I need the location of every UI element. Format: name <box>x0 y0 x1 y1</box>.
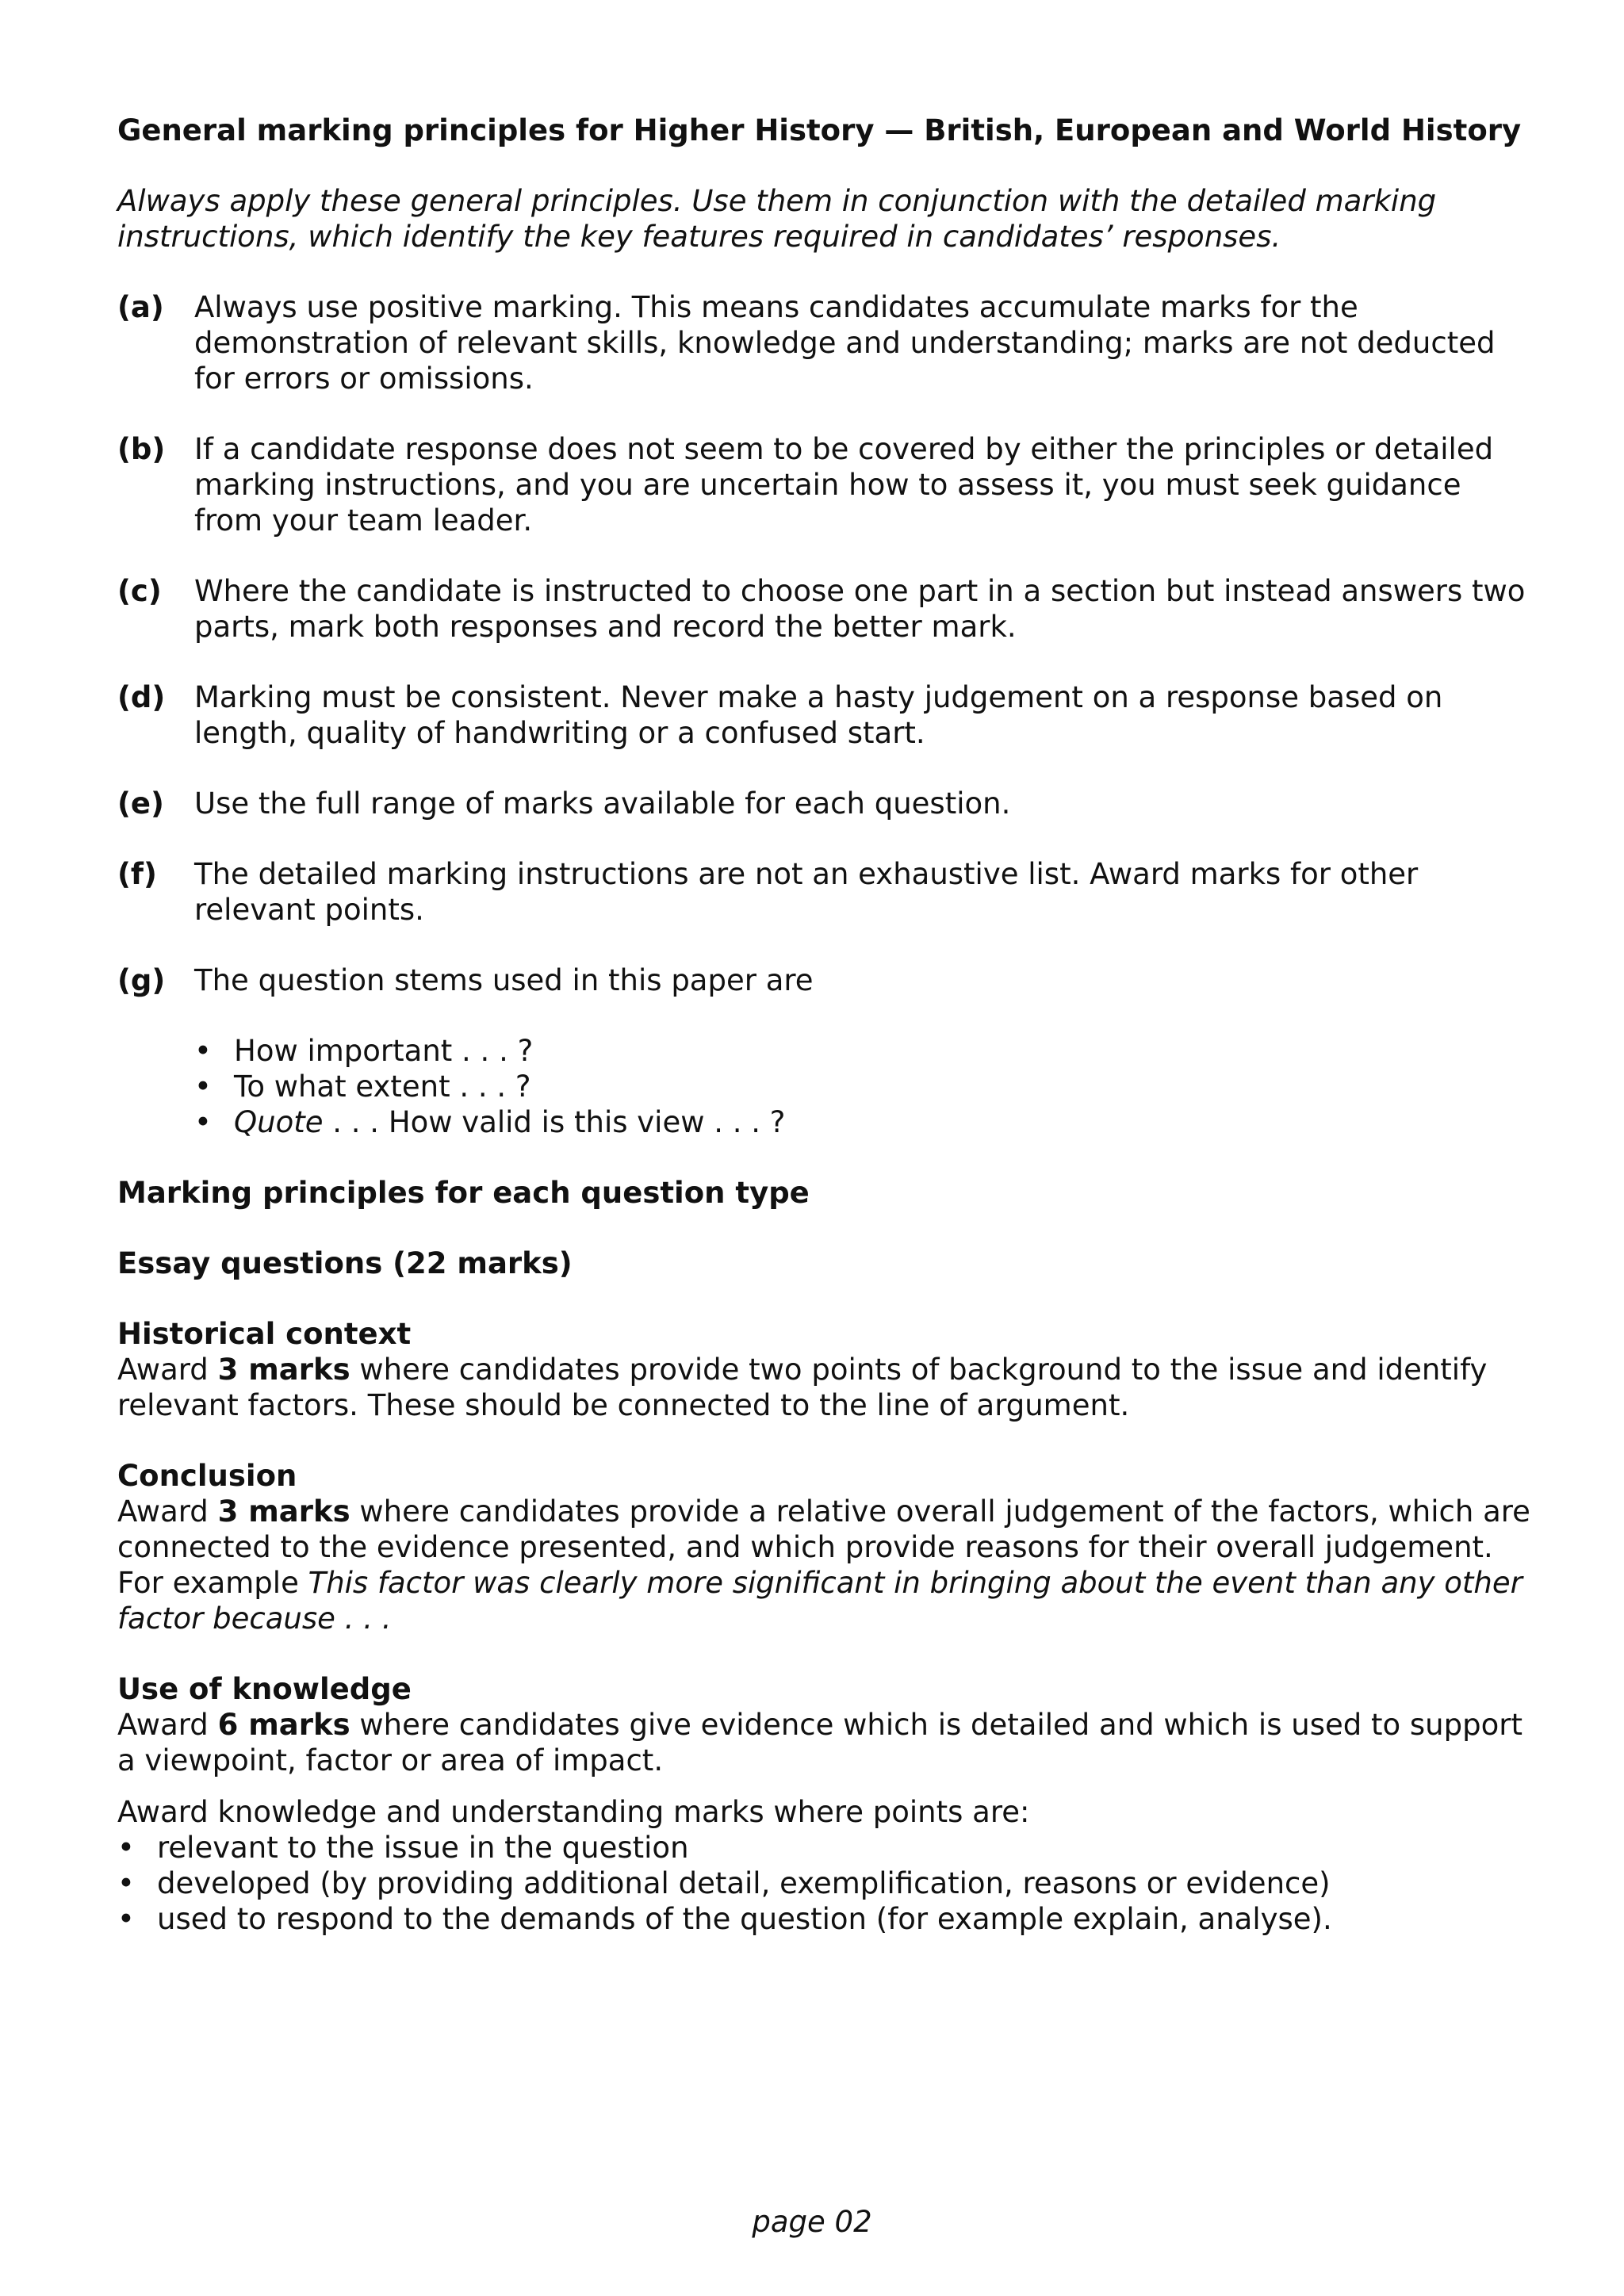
principle-label: (e) <box>117 786 164 821</box>
award-knowledge-text: Award knowledge and understanding marks where points are: <box>117 1795 1030 1829</box>
list-item <box>194 1104 1537 1140</box>
marks-value: 3 marks <box>217 1494 350 1529</box>
principle-g <box>117 962 1537 998</box>
principle-text: Marking must be consistent. Never make a hasty judgement on a response based on length, quality of handwriting or a confused start. <box>194 680 1443 750</box>
marks-value: 6 marks <box>217 1708 350 1742</box>
text-run: where candidates provide a relative overall judgement of the factors, which are connected to the evidence presented, and which provide reasons for their overall judgement. <box>117 1494 1530 1564</box>
principle-label: (a) <box>117 290 164 324</box>
text-run: where candidates provide two points of background to the issue and identify relevant factors. These should be connected to the line of argument. <box>117 1353 1488 1422</box>
text-run: Award <box>117 1708 218 1742</box>
principle-text: Always use positive marking. This means candidates accumulate marks for the demonstration of relevant skills, knowledge and understanding; marks are not deducted for errors or omissions. <box>194 290 1496 396</box>
principle-text: Use the full range of marks available for each question. <box>194 786 1011 821</box>
intro-text: Always apply these general principles. Use them in conjunction with the detailed marking instructions, which identify the key features required in candidates’ responses. <box>117 184 1437 254</box>
criteria-list <box>117 1830 1537 1937</box>
principle-text: The question stems used in this paper are <box>194 963 814 997</box>
principle-label: (f) <box>117 857 157 891</box>
document-title: General marking principles for Higher History — British, European and World History <box>117 113 1522 147</box>
historical-context-block <box>117 1316 1537 1423</box>
principle-label: (c) <box>117 574 162 608</box>
subheading: Historical context <box>117 1317 412 1351</box>
stem-text: . . . How valid is this view . . . ? <box>323 1105 786 1139</box>
principle-c <box>117 573 1537 645</box>
principle-text: The detailed marking instructions are not an exhaustive list. Award marks for other relevant points. <box>194 857 1419 927</box>
principle-e <box>117 786 1537 821</box>
quote-label: Quote <box>234 1105 324 1139</box>
list-item: • used to respond to the demands of the question (for example explain, analyse). <box>117 1901 1537 1937</box>
list-item: • developed (by providing additional detail, exemplification, reasons or evidence) <box>117 1866 1537 1901</box>
question-stems-list <box>194 1033 1537 1140</box>
page-number: page 02 <box>752 2205 872 2239</box>
principle-label: (g) <box>117 963 166 997</box>
principle-f <box>117 856 1537 928</box>
principle-label: (b) <box>117 432 166 466</box>
paragraph <box>117 1707 1537 1778</box>
text-run: Award <box>117 1494 218 1529</box>
paragraph <box>117 1494 1537 1565</box>
list-item: • How important . . . ? <box>194 1033 1537 1069</box>
principle-d <box>117 679 1537 751</box>
text-run: For example <box>117 1566 308 1600</box>
document-page <box>117 113 1537 1937</box>
subheading: Conclusion <box>117 1459 297 1493</box>
example-text: This factor was clearly more significant in bringing about the event than any other factor because . . . <box>117 1566 1522 1636</box>
section-heading: Marking principles for each question type <box>117 1176 810 1210</box>
subheading: Use of knowledge <box>117 1672 412 1706</box>
principle-text: Where the candidate is instructed to choose one part in a section but instead answers two parts, mark both responses and record the better mark. <box>194 574 1526 644</box>
essay-heading: Essay questions (22 marks) <box>117 1246 573 1280</box>
marks-value: 3 marks <box>217 1353 350 1387</box>
text-run: where candidates give evidence which is detailed and which is used to support a viewpoint, factor or area of impact. <box>117 1708 1522 1777</box>
example-paragraph <box>117 1565 1537 1636</box>
principle-text: If a candidate response does not seem to be covered by either the principles or detailed marking instructions, and you are uncertain how to assess it, you must seek guidance from your team leader. <box>194 432 1494 538</box>
paragraph <box>117 1352 1537 1423</box>
conclusion-block <box>117 1458 1537 1636</box>
principle-label: (d) <box>117 680 166 714</box>
principle-a <box>117 289 1537 396</box>
list-item: • relevant to the issue in the question <box>117 1830 1537 1866</box>
use-of-knowledge-block <box>117 1671 1537 1778</box>
text-run: Award <box>117 1353 218 1387</box>
principle-b <box>117 431 1537 538</box>
list-item: • To what extent . . . ? <box>194 1069 1537 1104</box>
